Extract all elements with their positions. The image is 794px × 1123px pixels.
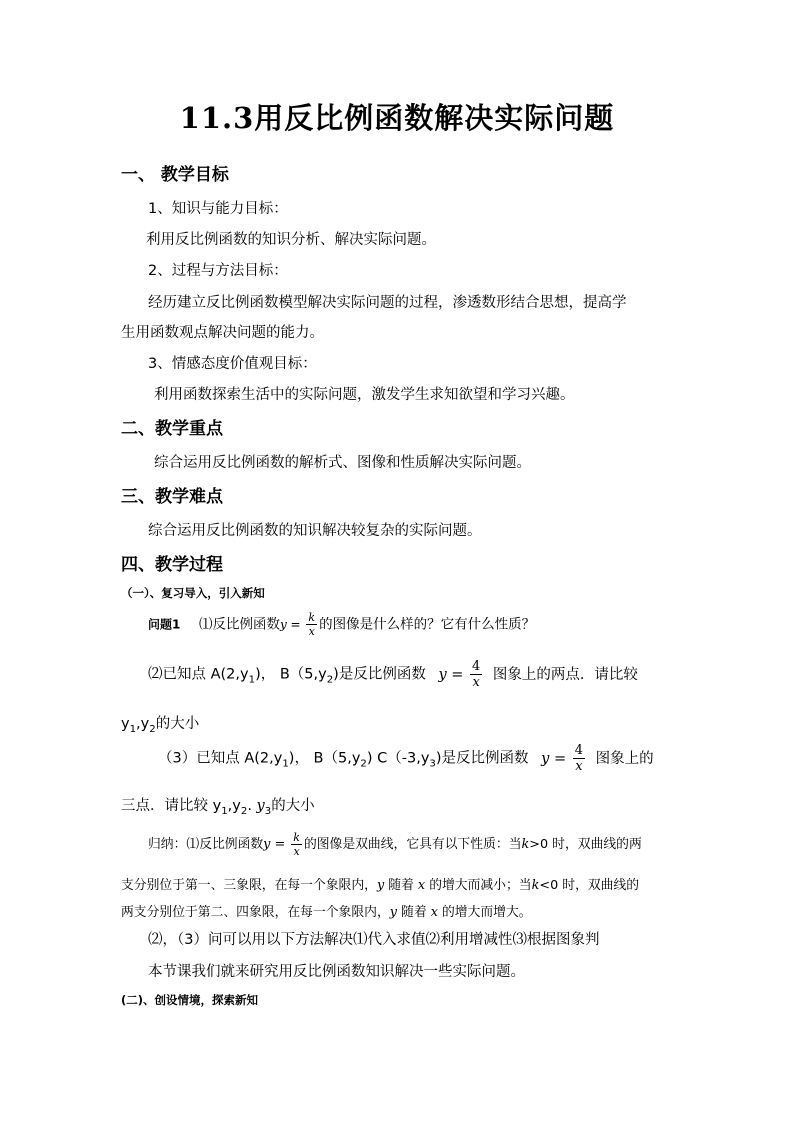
fraction-denominator: x	[472, 675, 480, 690]
subsection-heading: （一）、复习导入，引入新知	[121, 586, 265, 600]
question-2-line-2	[121, 712, 199, 735]
variable: y	[389, 905, 397, 920]
paragraph-line: 3、情感态度价值观目标：	[148, 356, 317, 372]
text: ⑴反比例函数	[198, 616, 280, 633]
text: <0 时，双曲线的	[539, 878, 640, 893]
text: 三点．请比较 y	[121, 798, 222, 814]
text: 支分别位于第一、三象限，在每一个象限内，	[121, 878, 377, 893]
equation: y =	[438, 666, 468, 683]
fraction	[573, 744, 585, 773]
text: 图象上的两点．请比较	[492, 666, 638, 683]
text: 的增大而增大。	[437, 905, 532, 920]
subscript: 1	[248, 674, 256, 686]
text: )是反比例函数	[435, 750, 529, 767]
text: 归纳：⑴反比例函数	[148, 837, 264, 852]
subscript: 3	[429, 758, 436, 770]
fraction-numerator: k	[293, 831, 300, 844]
subsection-heading: (二)、创设情境，探索新知	[121, 993, 259, 1007]
fraction-numerator: 4	[574, 743, 583, 758]
section-heading-difficulties: 三、教学难点	[121, 487, 223, 507]
text: 图象上的	[595, 750, 654, 767]
equation: y =	[541, 750, 571, 767]
subscript: 2	[360, 758, 367, 770]
paragraph-line: 利用反比例函数的知识分析、解决实际问题。	[146, 232, 436, 248]
question-3-line-2	[121, 794, 315, 817]
paragraph-line: 经历建立反比例函数模型解决实际问题的过程，渗透数形结合思想，提高学	[148, 295, 627, 311]
text: ,y	[136, 716, 150, 732]
page-title: 11.3用反比例函数解决实际问题	[179, 101, 615, 135]
text: 随着	[396, 905, 431, 920]
variable: x	[417, 878, 426, 893]
paragraph-line: 利用函数探索生活中的实际问题，激发学生求知欲望和学习兴趣。	[154, 387, 575, 403]
fraction-numerator: k	[308, 611, 316, 624]
paragraph-line: 2、过程与方法目标：	[148, 263, 288, 279]
summary-line-4: ⑵，（3）问可以用以下方法解决⑴代入求值⑵利用增减性⑶根据图象判	[148, 932, 600, 948]
subscript: 1	[129, 723, 137, 735]
variable: y	[376, 878, 385, 893]
section-heading-objectives: 一、 教学目标	[121, 165, 229, 185]
text: 的增大而减小；当	[425, 878, 532, 893]
text: )是反比例函数	[333, 666, 426, 683]
text: ) C（-3,y	[366, 750, 430, 767]
text: >0 时，双曲线的两	[529, 837, 642, 852]
summary-line-5: 本节课我们就来研究用反比例函数知识解决一些实际问题。	[148, 964, 525, 980]
fraction-denominator: x	[293, 845, 300, 858]
question-2	[148, 660, 638, 689]
subscript: 1	[282, 758, 289, 770]
paragraph-line: 综合运用反比例函数的解析式、图像和性质解决实际问题。	[154, 455, 531, 471]
variable: y	[256, 798, 265, 814]
text: 的图像是双曲线，它具有以下性质：当	[303, 837, 522, 852]
text: （3）已知点 A(2,y	[158, 750, 283, 767]
subscript: 2	[149, 723, 156, 735]
paragraph-line: 综合运用反比例函数的知识解决较复杂的实际问题。	[148, 523, 482, 539]
summary-line-2	[121, 874, 639, 893]
paragraph-line: 1、知识与能力目标：	[148, 201, 288, 217]
question-1	[148, 612, 535, 637]
fraction-denominator: x	[308, 625, 315, 638]
variable: k	[521, 837, 530, 852]
question-3	[158, 744, 654, 773]
text: ⑵已知点 A(2,y	[148, 666, 249, 683]
fraction-denominator: x	[575, 759, 583, 774]
summary-line-1	[148, 832, 642, 857]
fraction-numerator: 4	[472, 659, 481, 674]
fraction	[470, 660, 482, 689]
fraction	[291, 832, 302, 857]
subscript: 1	[221, 805, 228, 817]
variable: k	[531, 878, 540, 893]
subscript: 3	[264, 805, 272, 817]
text: .	[247, 798, 257, 814]
summary-line-3	[121, 901, 532, 920]
text: 的图像是什么样的？它有什么性质？	[319, 616, 536, 633]
text: ,y	[227, 798, 241, 814]
text: 的大小	[155, 716, 200, 732]
question-label: 问题1	[148, 617, 181, 632]
text: y	[121, 716, 130, 732]
text: )， B（5,y	[255, 666, 327, 683]
equation: y =	[263, 837, 290, 852]
text: )， B（5,y	[288, 750, 361, 767]
fraction	[306, 612, 317, 637]
text: 两支分别位于第二、四象限，在每一个象限内，	[121, 905, 390, 920]
variable: x	[430, 905, 438, 920]
equation: y =	[279, 617, 305, 632]
subscript: 2	[326, 674, 334, 686]
subscript: 2	[240, 805, 248, 817]
section-heading-key-points: 二、教学重点	[121, 419, 223, 439]
section-heading-process: 四、教学过程	[121, 555, 223, 575]
paragraph-line: 生用函数观点解决问题的能力。	[121, 325, 324, 341]
text: 的大小	[271, 798, 315, 814]
text: 随着	[384, 878, 418, 893]
